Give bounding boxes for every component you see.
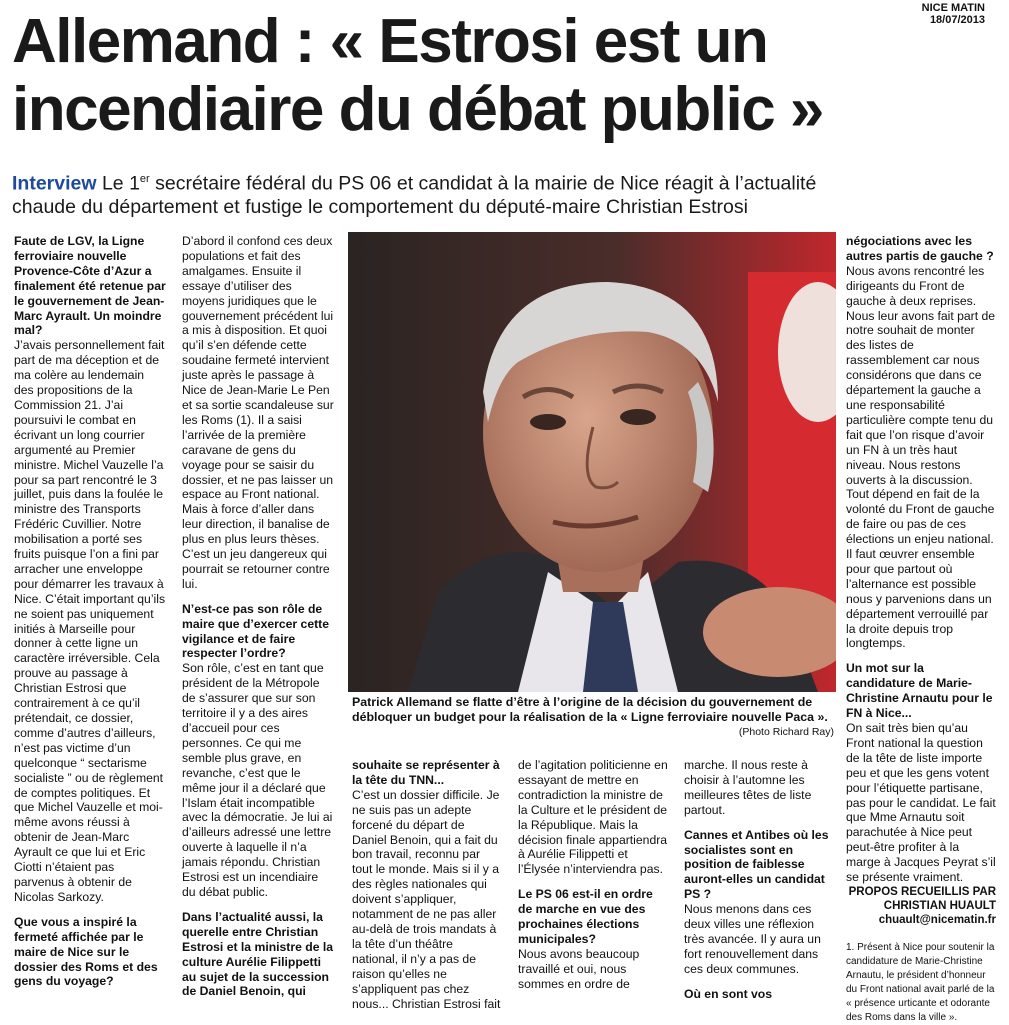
photo-credit: (Photo Richard Ray) (738, 726, 834, 738)
article-column-1 (14, 234, 166, 989)
question-5: Le PS 06 est-il en ordre de marche en vue des prochaines élections municipales? (518, 887, 653, 946)
portrait-photo (348, 232, 836, 692)
article-column-3 (352, 758, 502, 1011)
question-4: Dans l’actualité aussi, la querelle entre Christian Estrosi et la ministre de la culture Aurélie Filippetti au sujet de la succession de Daniel Benoin, qui (182, 909, 334, 999)
author-email[interactable]: chuault@nicematin.fr (878, 913, 996, 926)
answer-8: On sait très bien qu’au Front national la question de la tête de liste importe peu et que les gens votent pour l’étiquette partisane, pas pour le candidat. Le fait que Mme Arnautu soit parachutée à Nice peut peut-être profiter à la marge à Jacques Peyrat s’il se présente vraiment. (846, 721, 996, 885)
question-7-continued: négociations avec les autres partis de gauche ? (846, 234, 994, 263)
question-1: Faute de LGV, la Ligne ferroviaire nouvelle Provence-Côte d’Azur a finalement été retenue par le gouvernement de Jean-Marc Ayrault. Un moindre mal? (14, 234, 166, 338)
article-deck (12, 168, 992, 219)
question-3: N’est-ce pas son rôle de maire que d’exercer cette vigilance et de faire respecter l’ordre? (182, 601, 330, 661)
kicker-interview: Interview (12, 172, 97, 195)
answer-6: Nous menons dans ces deux villes une réflexion très avancée. Il y aura un fort renouvellement dans ces deux communes. (684, 902, 821, 976)
answer-5: Nous avons beaucoup travaillé et oui, nous sommes en ordre de (518, 946, 640, 991)
answer-1: J’avais personnellement fait part de ma déception et de ma colère au lendemain des propositions de la Commission 21. J’ai poursuivi le combat en écrivant un long courrier argumenté au Premier ministre. Michel Vauzelle l’a pour sa part rencontré le 3 juillet, puis dans la foulée le ministre des Transports Frédéric Cuvillier. Notre mobilisation a porté ses fruits puisque l’on a fini par arracher une enveloppe pour démarrer les travaux à Nice. C’était important qu’ils ne soient pas uniquement initiés à Marseille pour donner à cette ligne un caractère irréversible. Cela prouve au passage à Christian Estrosi que contrairement à ce qu’il prétendait, ce dossier, comme d’autres d’ailleurs, n’est pas victime d’un quelconque “ sectarisme socialiste ” ou de règlement de comptes politiques. Et que Michel Vauzelle et moi-même avons réussi à obtenir de Jean-Marc Ayrault ce que lui et Eric Ciotti n’étaient pas parvenus à obtenir de Nicolas Sarkozy. (14, 338, 166, 904)
article-column-6 (846, 234, 996, 1025)
article-column-4 (518, 758, 668, 992)
answer-4-continued: de l’agitation politicienne en essayant de mettre en contradiction la ministre de la Culture et le président de la République. Mais la décision finale appartiendra à Aurélie Filippetti et l’Élysée n’interviendra pas. (518, 758, 668, 877)
question-2: Que vous a inspiré la fermeté affichée par le maire de Nice sur le dossier des Roms et des gens du voyage? (14, 914, 158, 989)
question-8: Un mot sur la candidature de Marie-Christine Arnautu pour le FN à Nice... (846, 661, 993, 721)
question-7: Où en sont vos (684, 986, 773, 1001)
answer-5-continued: marche. Il nous reste à choisir à l’automne les meilleures têtes de liste partout. (684, 758, 812, 817)
photo-caption: Patrick Allemand se flatte d’être à l’origine de la décision du gouvernement de débloquer un budget pour la réalisation de la « Ligne ferroviaire nouvelle Paca ». (352, 695, 828, 724)
byline-prefix: PROPOS RECUEILLIS PAR (848, 885, 996, 898)
answer-7: Nous avons rencontré les dirigeants du Front de gauche à deux reprises. Nous leur avons fait part de notre souhait de monter des listes de rassemblement car nous considérons que dans ce département la gauche a une responsabilité particulière compte tenu du fait que l’on risque d’avoir un FN à un très haut niveau. Nous restons ouverts à la discussion. Tout dépend en fait de la volonté du Front de gauche de faire ou pas de ces élections un enjeu national. Il faut œuvrer ensemble pour que partout où l’alternance est possible nous y parvenions dans un département verrouillé par la droite depuis trop longtemps. (846, 263, 996, 651)
publication-date: 18/07/2013 (929, 14, 985, 26)
question-4-continued: souhaite se représenter à la tête du TNN... (352, 758, 500, 787)
answer-3: Son rôle, c’est en tant que président de la Métropole de s’assurer que sur son territoire il y a des aires d’accueil pour ces personnes. Ce qui me semble plus grave, en revanche, c’est que le même jour il a déclaré que l’Islam était incompatible avec la démocratie. Je lui ai d’ailleurs adressé une lettre ouverte à laquelle il n’a jamais répondu. Christian Estrosi est un incendiaire du débat public. (182, 661, 333, 899)
article-headline (12, 8, 982, 144)
byline (846, 885, 996, 927)
portrait-image (348, 232, 836, 692)
byline-author: CHRISTIAN HUAULT (883, 899, 996, 912)
deck-text-b: secrétaire fédéral du PS 06 et candidat à la mairie de Nice réagit à l’actualité (149, 172, 817, 195)
headline-line-1: Allemand : « Estrosi est un (12, 7, 768, 76)
headline-line-2: incendiaire du débat public » (12, 75, 823, 144)
answer-4: C’est un dossier difficile. Je ne suis pas un adepte forcené du départ de Daniel Benoin, qui a fait du bon travail, reconnu par tout le monde. Mais si il y a des règles nationales qui doivent s’appliquer, notamment de ne pas aller au-delà de trois mandats à la tête d’un théâtre national, il n’y a pas de raison qu’elles ne s’appliquent pas chez nous... Christian Estrosi fait (352, 787, 501, 1011)
deck-line-2: chaude du département et fustige le comportement du député-maire Christian Estrosi (12, 195, 748, 218)
deck-superscript: er (139, 173, 150, 185)
article-column-2 (182, 234, 334, 999)
article-column-5 (684, 758, 834, 1002)
footnote: 1. Présent à Nice pour soutenir la candidature de Marie-Christine Arnautu, le président d’honneur du Front national avait parlé de la « présence urticante et odorante des Roms dans la ville ». (846, 941, 995, 1023)
answer-2: D’abord il confond ces deux populations et fait des amalgames. Ensuite il essaye d’utiliser des moyens juridiques que le gouvernement précédent lui a mis à disposition. Et quoi qu’il s’en défende cette soudaine fermeté intervient juste après le passage à Nice de Jean-Marie Le Pen et sa sortie scandaleuse sur les Roms (1). Il a saisi l’arrivée de la première caravane de gens du voyage pour se saisir du dossier, et ne pas laisser un espace au Front national. Mais à force d’aller dans leur direction, il banalise de plus en plus leurs thèses. C’est un jeu dangereux qui pourrait se retourner contre lui. (182, 234, 334, 591)
question-6: Cannes et Antibes où les socialistes sont en position de faiblesse auront-elles un candidat PS ? (684, 827, 829, 902)
deck-line-1 (12, 168, 992, 196)
deck-text-a: Le 1 (96, 172, 140, 195)
newspaper-name: NICE MATIN (921, 2, 985, 14)
